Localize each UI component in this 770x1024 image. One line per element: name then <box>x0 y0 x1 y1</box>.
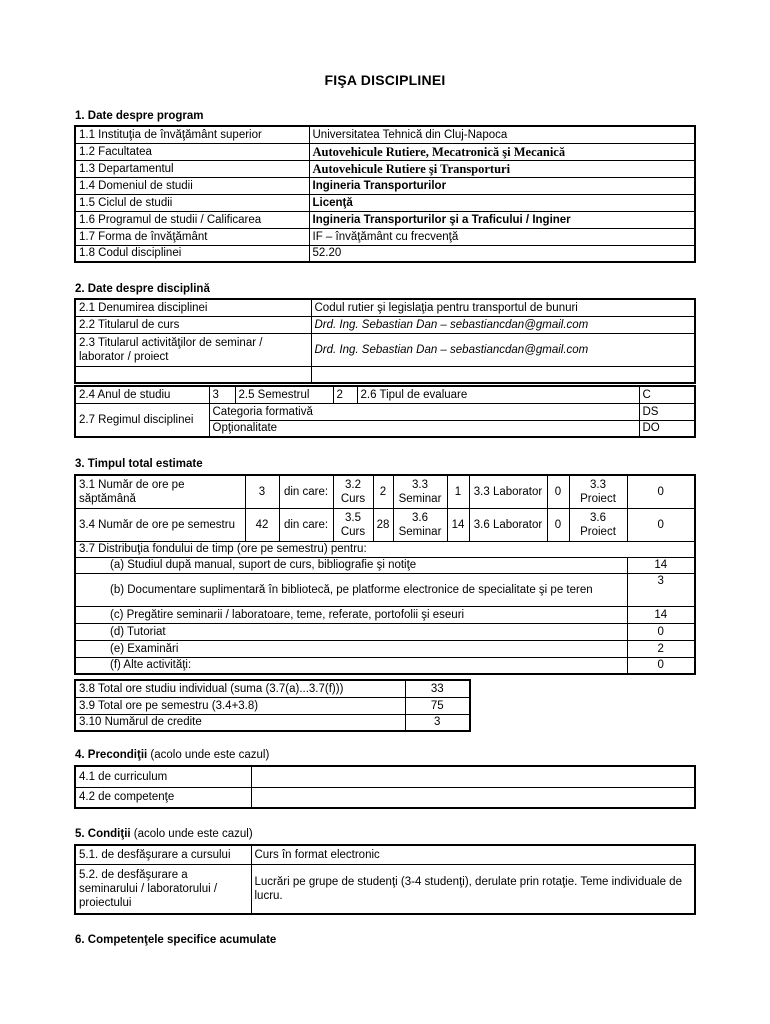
table-row <box>75 177 695 194</box>
distribution-label: (f) Alte activităţi: <box>75 657 627 674</box>
distribution-heading: 3.7 Distribuţia fondului de timp (ore pe semestru) pentru: <box>75 541 695 557</box>
row-label: 1.4 Domeniul de studii <box>75 177 309 194</box>
table-row <box>75 845 695 864</box>
row-label: 5.1. de desfăşurare a cursului <box>75 845 251 864</box>
table-row <box>75 403 695 420</box>
section-4-note: (acolo unde este cazul) <box>147 749 270 761</box>
optionality-label: Opţionalitate <box>209 420 639 437</box>
table-row <box>75 126 695 143</box>
table-row <box>75 623 695 640</box>
row-value: Ingineria Transporturilor <box>309 177 695 194</box>
row-value: Universitatea Tehnică din Cluj-Napoca <box>309 126 695 143</box>
table-row <box>75 245 695 262</box>
row-value: 52.20 <box>309 245 695 262</box>
distribution-label: (b) Documentare suplimentară în bibliotecă, pe platforme electronice de specialitate şi pe teren <box>75 573 627 606</box>
table-row <box>75 640 695 657</box>
row-label: 1.6 Programul de studii / Calificarea <box>75 211 309 228</box>
row-label: 1.7 Forma de învăţământ <box>75 228 309 245</box>
row-label: 2.3 Titularul activităţilor de seminar / laborator / proiect <box>75 333 311 366</box>
row-value: Licenţă <box>309 194 695 211</box>
row-value: Drd. Ing. Sebastian Dan – sebastiancdan@gmail.com <box>311 316 695 333</box>
totals-table <box>74 679 471 732</box>
total-label: 3.8 Total ore studiu individual (suma (3.7(a)...3.7(f))) <box>75 680 405 697</box>
time-table <box>74 474 696 675</box>
distribution-value: 0 <box>627 623 695 640</box>
table-row <box>75 475 695 508</box>
project-value: 0 <box>627 475 695 508</box>
row-value: IF – învăţământ cu frecvenţă <box>309 228 695 245</box>
row-label: 1.5 Ciclul de studii <box>75 194 309 211</box>
seminar-label: 3.3 Seminar <box>393 475 447 508</box>
distribution-value: 2 <box>627 640 695 657</box>
row-label: 4.2 de competenţe <box>75 787 251 808</box>
distribution-label: (c) Pregătire seminarii / laboratoare, teme, referate, portofolii şi eseuri <box>75 606 627 623</box>
row-value: Lucrări pe grupe de studenţi (3-4 studenţi), derulate prin rotaţie. Teme individuale de lucru. <box>251 864 695 914</box>
section-2-heading: 2. Date despre disciplină <box>75 283 210 295</box>
table-row <box>75 160 695 177</box>
laboratory-value: 0 <box>547 475 569 508</box>
empty-cell <box>311 366 695 383</box>
seminar-value: 1 <box>447 475 469 508</box>
semester-hours-value: 42 <box>245 508 279 541</box>
weekly-hours-label: 3.1 Număr de ore pe săptămână <box>75 475 245 508</box>
distribution-value: 14 <box>627 606 695 623</box>
row-label: 1.3 Departamentul <box>75 160 309 177</box>
table-row <box>75 680 470 697</box>
discipline-table <box>74 298 696 384</box>
table-row <box>75 143 695 160</box>
category-value: DS <box>639 403 695 420</box>
section-6-heading: 6. Competenţele specifice acumulate <box>75 934 277 946</box>
table-row <box>75 557 695 573</box>
row-label: 1.1 Instituţia de învăţământ superior <box>75 126 309 143</box>
table-row <box>75 333 695 366</box>
table-row <box>75 714 470 731</box>
section-5-title: 5. Condiţii <box>75 828 131 840</box>
row-label: 2.2 Titularul de curs <box>75 316 311 333</box>
row-value: Autovehicule Rutiere şi Transporturi <box>309 160 695 177</box>
document-title: FIŞA DISCIPLINEI <box>324 72 446 88</box>
program-table <box>74 125 696 263</box>
evaluation-label: 2.6 Tipul de evaluare <box>357 386 639 403</box>
course-label: 3.5 Curs <box>333 508 373 541</box>
project-value: 0 <box>627 508 695 541</box>
row-value: Autovehicule Rutiere, Mecatronică şi Mecanică <box>309 143 695 160</box>
empty-cell <box>75 366 311 383</box>
table-row <box>75 573 695 606</box>
project-label: 3.6 Proiect <box>569 508 627 541</box>
preconditions-table <box>74 765 696 809</box>
empty-cell <box>251 766 695 787</box>
course-label: 3.2 Curs <box>333 475 373 508</box>
course-value: 2 <box>373 475 393 508</box>
evaluation-value: C <box>639 386 695 403</box>
total-value: 3 <box>405 714 470 731</box>
row-label: 1.8 Codul disciplinei <box>75 245 309 262</box>
table-row <box>75 228 695 245</box>
table-row <box>75 697 470 714</box>
year-value: 3 <box>209 386 235 403</box>
row-label: 4.1 de curriculum <box>75 766 251 787</box>
section-5-heading <box>75 828 253 840</box>
laboratory-value: 0 <box>547 508 569 541</box>
distribution-value: 0 <box>627 657 695 674</box>
discipline-details-table <box>74 385 696 438</box>
semester-hours-label: 3.4 Număr de ore pe semestru <box>75 508 245 541</box>
seminar-value: 14 <box>447 508 469 541</box>
total-label: 3.10 Numărul de credite <box>75 714 405 731</box>
table-row <box>75 211 695 228</box>
table-row <box>75 366 695 383</box>
table-row <box>75 541 695 557</box>
optionality-value: DO <box>639 420 695 437</box>
table-row <box>75 864 695 914</box>
table-row <box>75 316 695 333</box>
row-label: 5.2. de desfăşurare a seminarului / laboratorului / proiectului <box>75 864 251 914</box>
table-row <box>75 657 695 674</box>
section-4-title: 4. Precondiţii <box>75 749 148 761</box>
course-value: 28 <box>373 508 393 541</box>
section-1-heading: 1. Date despre program <box>75 110 204 122</box>
section-3-heading: 3. Timpul total estimate <box>75 458 203 470</box>
section-4-heading <box>75 749 269 761</box>
regime-label: 2.7 Regimul disciplinei <box>75 403 209 437</box>
table-row <box>75 194 695 211</box>
distribution-label: (a) Studiul după manual, suport de curs, bibliografie şi notiţe <box>75 557 627 573</box>
row-value: Curs în format electronic <box>251 845 695 864</box>
year-label: 2.4 Anul de studiu <box>75 386 209 403</box>
table-row <box>75 787 695 808</box>
project-label: 3.3 Proiect <box>569 475 627 508</box>
total-value: 33 <box>405 680 470 697</box>
total-value: 75 <box>405 697 470 714</box>
semester-value: 2 <box>333 386 357 403</box>
laboratory-label: 3.6 Laborator <box>469 508 547 541</box>
table-row <box>75 606 695 623</box>
table-row <box>75 508 695 541</box>
table-row <box>75 299 695 316</box>
distribution-label: (d) Tutoriat <box>75 623 627 640</box>
weekly-hours-value: 3 <box>245 475 279 508</box>
conditions-table <box>74 844 696 915</box>
distribution-value: 14 <box>627 557 695 573</box>
row-value: Drd. Ing. Sebastian Dan – sebastiancdan@gmail.com <box>311 333 695 366</box>
row-value: Codul rutier şi legislaţia pentru transportul de bunuri <box>311 299 695 316</box>
semester-label: 2.5 Semestrul <box>235 386 333 403</box>
category-label: Categoria formativă <box>209 403 639 420</box>
row-value: Ingineria Transporturilor şi a Traficului / Inginer <box>309 211 695 228</box>
row-label: 2.1 Denumirea disciplinei <box>75 299 311 316</box>
table-row <box>75 766 695 787</box>
laboratory-label: 3.3 Laborator <box>469 475 547 508</box>
total-label: 3.9 Total ore pe semestru (3.4+3.8) <box>75 697 405 714</box>
section-5-note: (acolo unde este cazul) <box>130 828 253 840</box>
table-row <box>75 386 695 403</box>
seminar-label: 3.6 Seminar <box>393 508 447 541</box>
row-label: 1.2 Facultatea <box>75 143 309 160</box>
empty-cell <box>251 787 695 808</box>
of-which-label: din care: <box>279 508 333 541</box>
distribution-label: (e) Examinări <box>75 640 627 657</box>
distribution-value: 3 <box>627 573 695 606</box>
of-which-label: din care: <box>279 475 333 508</box>
